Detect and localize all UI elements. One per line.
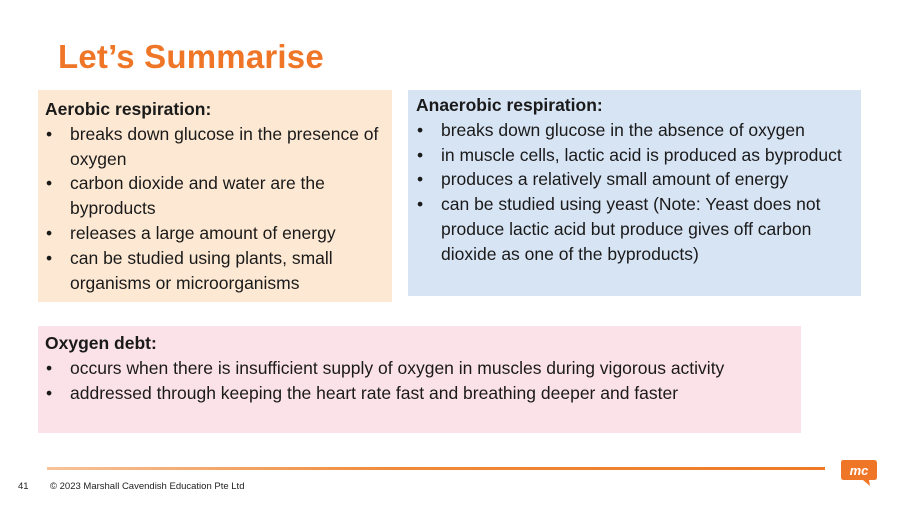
footer-divider [47, 467, 825, 470]
marshall-cavendish-logo-icon [839, 455, 879, 487]
oxygen-debt-heading: Oxygen debt: [45, 333, 157, 353]
list-item-text: in muscle cells, lactic acid is produced as byproduct [441, 144, 842, 165]
list-item [416, 118, 853, 143]
bullet-icon: • [46, 123, 53, 144]
list-item [45, 171, 384, 221]
anaerobic-list [416, 118, 853, 267]
oxygen-debt-box [38, 326, 801, 433]
aerobic-list [45, 122, 384, 296]
list-item-text: breaks down glucose in the presence of oxygen [70, 123, 379, 169]
list-item-text: carbon dioxide and water are the byproducts [70, 173, 325, 219]
bullet-icon: • [417, 169, 424, 190]
slide-title: Let’s Summarise [58, 38, 324, 75]
page-number: 41 [18, 481, 29, 492]
aerobic-respiration-box [38, 90, 392, 302]
list-item-text: releases a large amount of energy [70, 222, 336, 243]
bullet-icon: • [46, 173, 53, 194]
bullet-icon: • [46, 222, 53, 243]
copyright-text: © 2023 Marshall Cavendish Education Pte Ltd [50, 481, 245, 492]
aerobic-heading: Aerobic respiration: [45, 99, 212, 119]
list-item [45, 246, 384, 296]
list-item-text: produces a relatively small amount of energy [441, 169, 789, 190]
list-item-text: occurs when there is insufficient supply of oxygen in muscles during vigorous activity [70, 357, 725, 378]
list-item [416, 167, 853, 192]
list-item-text: can be studied using plants, small organisms or microorganisms [70, 247, 333, 293]
list-item-text: addressed through keeping the heart rate fast and breathing deeper and faster [70, 382, 679, 403]
list-item-text: breaks down glucose in the absence of oxygen [441, 119, 805, 140]
bullet-icon: • [417, 194, 424, 215]
list-item [416, 143, 853, 168]
bullet-icon: • [417, 144, 424, 165]
bullet-icon: • [46, 247, 53, 268]
bullet-icon: • [46, 357, 53, 378]
list-item [45, 356, 793, 381]
list-item [45, 221, 384, 246]
list-item [416, 192, 853, 266]
bullet-icon: • [417, 119, 424, 140]
bullet-icon: • [46, 382, 53, 403]
oxygen-debt-list [45, 356, 793, 406]
list-item-text: can be studied using yeast (Note: Yeast does not produce lactic acid but produce gives off carbon dioxide as one of the byproducts) [441, 194, 821, 264]
list-item [45, 122, 384, 172]
list-item [45, 381, 793, 406]
anaerobic-respiration-box [408, 90, 861, 296]
logo-text: mc [849, 463, 869, 478]
anaerobic-heading: Anaerobic respiration: [416, 95, 603, 115]
